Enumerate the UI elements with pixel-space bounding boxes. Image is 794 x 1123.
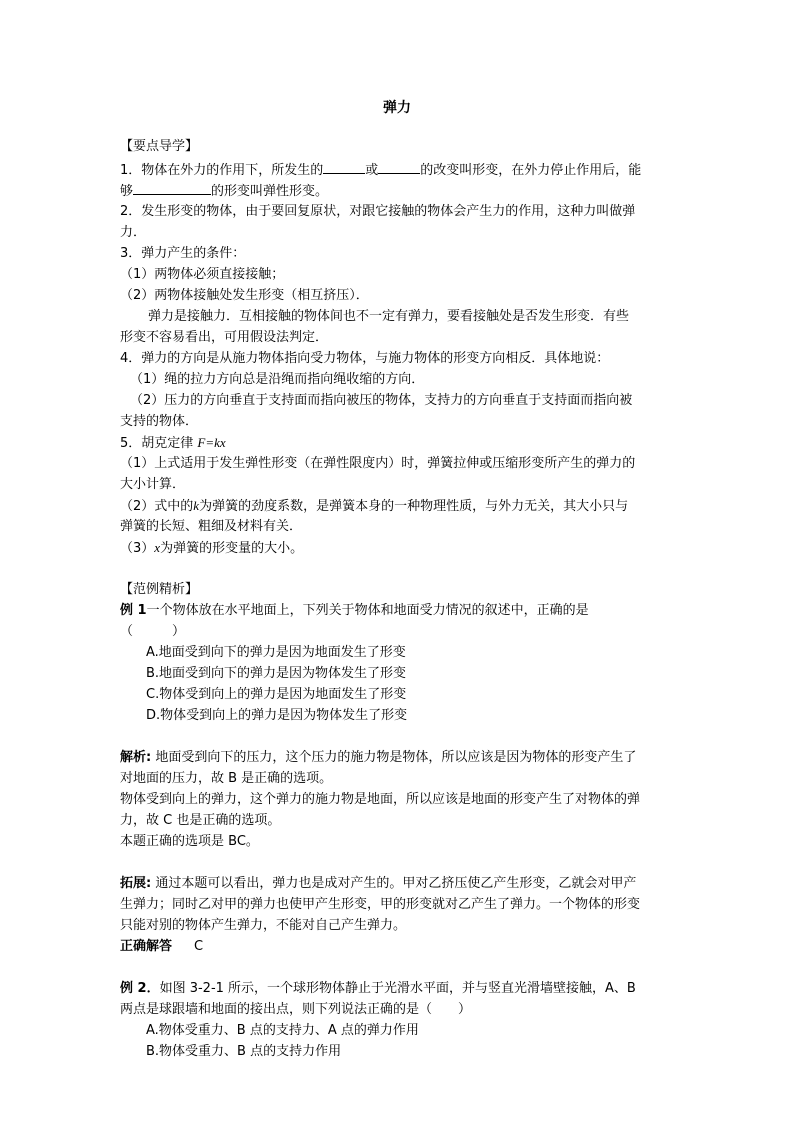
text: （3）: [120, 541, 155, 556]
correct-answer-value: C: [194, 939, 204, 954]
key-point-5-1-line2: 大小计算．: [120, 477, 186, 492]
key-point-3-1: （1）两物体必须直接接触；: [120, 267, 285, 282]
analysis-label: 解析:: [120, 750, 152, 765]
extension-line2: 生弹力；同时乙对甲的弹力也使甲产生形变，甲的形变就对乙产生了弹力。一个物体的形变: [120, 897, 641, 912]
key-point-4: 4．弹力的方向是从施力物体指向受力物体，与施力物体的形变方向相反．具体地说：: [120, 351, 610, 366]
text: 地面受到向下的压力，这个压力的施力物是物体，所以应该是因为物体的形变产生了: [151, 750, 637, 765]
text: 的改变叫形变，在外力停止作用后，能: [420, 163, 642, 178]
key-point-1-line2: [120, 182, 328, 200]
analysis-line1: [120, 750, 636, 766]
key-point-1-line1: [120, 161, 641, 179]
page-title: 弹力: [383, 100, 411, 116]
correct-answer: [120, 939, 203, 955]
analysis-line2: 对地面的压力，故 B 是正确的选项。: [120, 771, 333, 786]
text: 如图 3-2-1 所示，一个球形物体静止于光滑水平面，并与竖直光滑墙壁接触，A、B: [159, 981, 636, 996]
extension-label: 拓展:: [120, 876, 152, 891]
example-1-option-b: B.地面受到向下的弹力是因为物体发生了形变: [146, 666, 407, 681]
text: 1．物体在外力的作用下，所发生的: [120, 163, 324, 178]
analysis-line3: 物体受到向上的弹力，这个弹力的施力物是地面，所以应该是地面的形变产生了对物体的弹: [120, 792, 641, 807]
extension-line3: 只能对别的物体产生弹力，不能对自己产生弹力。: [120, 918, 407, 933]
text: 或: [365, 163, 379, 178]
fill-blank[interactable]: [133, 182, 211, 195]
example-2-question-line1: [120, 981, 636, 997]
key-point-4-1: （1）绳的拉力方向总是沿绳而指向绳收缩的方向．: [130, 372, 425, 387]
section-heading-examples: 【范例精析】: [120, 582, 199, 597]
fill-blank[interactable]: [323, 161, 365, 174]
key-point-4-2-line1: （2）压力的方向垂直于支持面而指向被压的物体，支持力的方向垂直于支持面而指向被: [130, 393, 633, 408]
example-2-option-a: A.物体受重力、B 点的支持力、A 点的弹力作用: [146, 1023, 419, 1038]
text: 5．胡克定律: [120, 436, 194, 451]
hooke-formula: F=kx: [197, 435, 226, 450]
text: （2）式中的: [120, 499, 194, 514]
example-2-option-b: B.物体受重力、B 点的支持力作用: [146, 1044, 342, 1059]
text: 通过本题可以看出，弹力也是成对产生的。甲对乙挤压使乙产生形变，乙就会对甲产: [151, 876, 637, 891]
key-point-3-note-line1: 弹力是接触力．互相接触的物体间也不一定有弹力，要看接触处是否发生形变．有些: [148, 309, 630, 324]
section-heading-key-points: 【要点导学】: [120, 139, 199, 154]
text: 的形变叫弹性形变。: [211, 184, 329, 199]
example-1-option-d: D.物体受到向上的弹力是因为物体发生了形变: [146, 708, 408, 723]
key-point-3-2: （2）两物体接触处发生形变（相互挤压）．: [120, 288, 369, 303]
example-1-option-c: C.物体受到向上的弹力是因为地面发生了形变: [146, 687, 407, 702]
text: 为弹簧的形变量的大小。: [160, 541, 304, 556]
example-1-question: [120, 603, 589, 619]
analysis-line5: 本题正确的选项是 BC。: [120, 834, 259, 849]
variable-k: k: [193, 498, 200, 513]
key-point-2-line2: 力．: [120, 225, 147, 240]
example-2-question-line2: 两点是球跟墙和地面的接出点，则下列说法正确的是（ ）: [120, 1002, 472, 1017]
example-1-option-a: A.地面受到向下的弹力是因为地面发生了形变: [146, 645, 406, 660]
key-point-5-2-line1: [120, 498, 628, 515]
text: 够: [120, 184, 134, 199]
key-point-2-line1: 2．发生形变的物体，由于要回复原状，对跟它接触的物体会产生力的作用，这种力叫做弹: [120, 204, 636, 219]
key-point-3-note-line2: 形变不容易看出，可用假设法判定．: [120, 330, 329, 345]
key-point-5-3: [120, 540, 303, 557]
variable-x: x: [154, 540, 161, 555]
key-point-4-2-line2: 支持的物体．: [120, 414, 199, 429]
answer-paren: （ ）: [120, 624, 186, 639]
key-point-5-1-line1: （1）上式适用于发生弹性形变（在弹性限度内）时，弹簧拉伸或压缩形变所产生的弹力的: [120, 456, 636, 471]
example-2-label: 例 2．: [120, 981, 160, 996]
key-point-3: 3．弹力产生的条件：: [120, 246, 246, 261]
text: 为弹簧的劲度系数，是弹簧本身的一种物理性质，与外力无关，其大小只与: [199, 499, 629, 514]
extension-line1: [120, 876, 636, 892]
text: 一个物体放在水平地面上，下列关于物体和地面受力情况的叙述中，正确的是: [146, 603, 589, 618]
fill-blank[interactable]: [378, 161, 420, 174]
correct-answer-label: 正确解答: [120, 939, 173, 954]
key-point-5: [120, 435, 226, 452]
key-point-5-2-line2: 弹簧的长短、粗细及材料有关．: [120, 519, 303, 534]
analysis-line4: 力，故 C 也是正确的选项。: [120, 813, 281, 828]
example-1-label: 例 1: [120, 603, 147, 618]
